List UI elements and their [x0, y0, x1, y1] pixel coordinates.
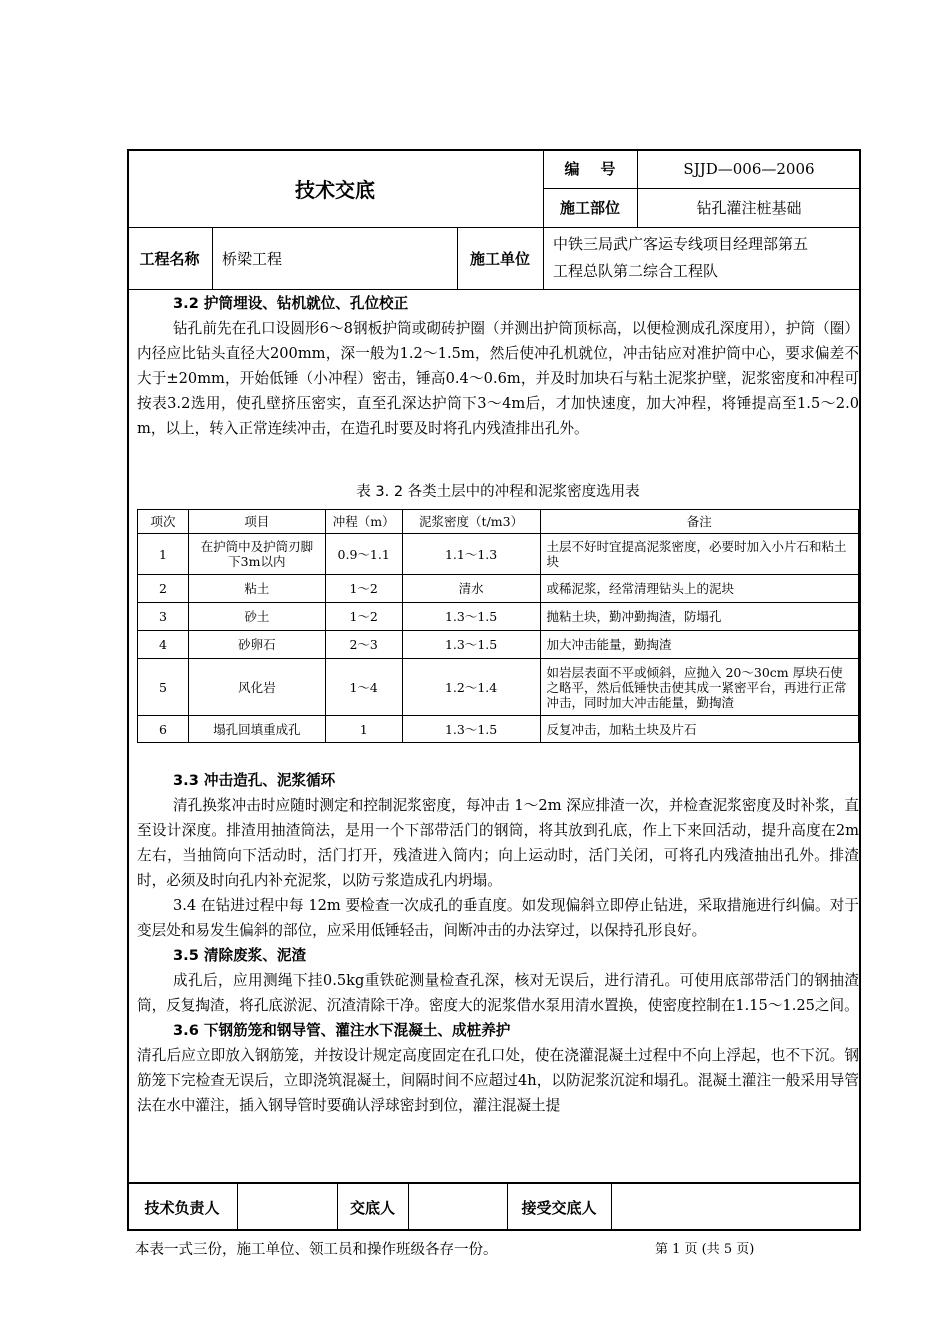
table-cell: 6 — [138, 716, 189, 743]
site-value: 钻孔灌注桩基础 — [696, 199, 802, 217]
table-cell: 1～4 — [325, 659, 402, 716]
table-cell: 在护筒中及护筒刃脚下3m以内 — [188, 534, 325, 575]
table-row — [138, 575, 859, 603]
header-vline-3 — [212, 227, 213, 289]
table-cell: 1.3～1.5 — [402, 603, 540, 631]
table-row — [138, 603, 859, 631]
table-cell: 或稀泥浆，经常清理钻头上的泥块 — [540, 575, 859, 603]
table-cell: 1.3～1.5 — [402, 716, 540, 743]
section-3-3-body: 清孔换浆冲击时应随时测定和控制泥浆密度，每冲击 1～2m 深应排渣一次，并检查泥浆密度及时补浆，直至设计深度。排渣用抽渣筒法，是用一个下部带活门的钢筒，将其放到孔底，作上下来回活动，提升高度在2m左右，当抽筒向下活动时，活门打开，残渣进入筒内；向上运动时，活门关闭，可将孔内残渣抽出孔外。排渣时，必须及时向孔内补充泥浆，以防亏浆造成孔内坍塌。 — [137, 797, 859, 889]
table-row — [138, 534, 859, 575]
section-3-2-body: 钻孔前先在孔口设圆形6～8钢板护筒或砌砖护圈（并测出护筒顶标高，以便检测成孔深度用），护筒（圈）内径应比钻头直径大200mm，深一般为1.2～1.5m，然后使冲孔机就位，冲击钻应对准护筒中心，要求偏差不大于±20mm，开始低锤（小冲程）密击，锤高0.4～0.6m，并及时加块石与粘土泥浆护壁，泥浆密度和冲程可按表3.2选用，使孔壁挤压密实，直至孔深达护筒下3～4m后，才加快速度，加大冲程，将锤提高至1.5～2.0 m，以上，转入正常连续冲击，在造孔时要及时将孔内残渣排出孔外。 — [137, 320, 859, 437]
table-cell: 1 — [325, 716, 402, 743]
project-value: 桥梁工程 — [222, 249, 283, 268]
section-3-5-body: 成孔后，应用测绳下挂0.5kg重铁砣测量检查孔深，核对无误后，进行清孔。可使用底部带活门的钢抽渣筒，反复掏渣，将孔底淤泥、沉渣清除干净。密度大的泥浆借水泵用清水置换，使密度控制在1.15～1.25之间。 — [137, 972, 859, 1014]
table-cell: 加大冲击能量，勤掏渣 — [540, 631, 859, 659]
table-cell: 2 — [138, 575, 189, 603]
table-cell: 如岩层表面不平或倾斜，应抛入 20～30cm 厚块石使之略平，然后低锤快击使其成一紧密平台，再进行正常冲击，同时加大冲击能量，勤掏渣 — [540, 659, 859, 716]
number-label: 编 号 — [564, 160, 616, 178]
table-cell: 3 — [138, 603, 189, 631]
table-cell: 4 — [138, 631, 189, 659]
unit-value-line2: 工程总队第二综合工程队 — [553, 262, 719, 280]
number-value: SJJD—006—2006 — [683, 159, 815, 178]
table-cell: 抛粘土块，勤冲勤掏渣，防塌孔 — [540, 603, 859, 631]
section-3-6-body: 清孔后应立即放入钢筋笼，并按设计规定高度固定在孔口处，使在浇灌混凝土过程中不向上浮起，也不下沉。钢筋笼下完检查无误后，立即浇筑混凝土，间隔时间不应超过4h，以防泥浆沉淀和塌孔。混凝土灌注一般采用导管法在水中灌注，插入钢导管时要确认浮球密封到位，灌注混凝土提 — [137, 1047, 859, 1114]
tech-lead-signature-field[interactable] — [238, 1183, 337, 1231]
header-divider-3 — [127, 289, 861, 290]
table-cell: 砂土 — [188, 603, 325, 631]
page-title: 技术交底 — [295, 177, 375, 202]
table-cell: 2～3 — [325, 631, 402, 659]
table-cell: 塌孔回填重成孔 — [188, 716, 325, 743]
section-3-6-title: 3.6 下钢筋笼和钢导管、灌注水下混凝土、成桩养护 — [173, 1022, 511, 1039]
table-cell: 粘土 — [188, 575, 325, 603]
receiver-label: 接受交底人 — [521, 1198, 597, 1217]
tech-lead-label: 技术负责人 — [144, 1198, 220, 1217]
table-cell: 风化岩 — [188, 659, 325, 716]
page-number: 第 1 页 (共 5 页) — [655, 1242, 755, 1257]
table-cell: 1～2 — [325, 603, 402, 631]
table-cell: 5 — [138, 659, 189, 716]
discloser-label: 交底人 — [349, 1198, 395, 1217]
discloser-signature-field[interactable] — [409, 1183, 507, 1231]
table-header-row — [138, 510, 859, 534]
table-header: 冲程（m） — [325, 510, 402, 534]
unit-value — [553, 229, 859, 287]
table-cell: 1.1～1.3 — [402, 534, 540, 575]
table-cell: 反复冲击，加粘土块及片石 — [540, 716, 859, 743]
table-caption: 表 3. 2 各类土层中的冲程和泥浆密度选用表 — [356, 484, 640, 500]
table-cell: 砂卵石 — [188, 631, 325, 659]
table-row — [138, 716, 859, 743]
receiver-signature-field[interactable] — [612, 1183, 860, 1231]
table-row — [138, 631, 859, 659]
table-header: 备注 — [540, 510, 859, 534]
table-cell: 1～2 — [325, 575, 402, 603]
soil-table — [137, 509, 859, 743]
table-cell: 1.2～1.4 — [402, 659, 540, 716]
table-header: 泥浆密度（t/m3） — [402, 510, 540, 534]
section-3-3-title: 3.3 冲击造孔、泥浆循环 — [173, 772, 336, 789]
project-label: 工程名称 — [139, 249, 200, 268]
section-3-2 — [137, 291, 859, 441]
table-header: 项目 — [188, 510, 325, 534]
unit-value-line1: 中铁三局武广客运专线项目经理部第五 — [553, 235, 809, 253]
table-cell: 清水 — [402, 575, 540, 603]
section-3-3-to-3-6 — [137, 768, 859, 1118]
table-cell: 土层不好时宜提高泥浆密度，必要时加入小片石和粘土块 — [540, 534, 859, 575]
site-label: 施工部位 — [559, 199, 620, 217]
section-3-4-body: 3.4 在钻进过程中每 12m 要检查一次成孔的垂直度。如发现偏斜立即停止钻进，采取措施进行纠偏。对于变层处和易发生偏斜的部位，应采用低锤轻击，间断冲击的办法穿过，以保持孔形良好。 — [137, 897, 859, 939]
table-row — [138, 659, 859, 716]
table-header: 项次 — [138, 510, 189, 534]
section-3-2-title: 3.2 护筒埋设、钻机就位、孔位校正 — [173, 295, 409, 312]
section-3-5-title: 3.5 清除废浆、泥渣 — [173, 947, 307, 964]
table-cell: 1 — [138, 534, 189, 575]
table-cell: 0.9～1.1 — [325, 534, 402, 575]
table-cell: 1.3～1.5 — [402, 631, 540, 659]
unit-label: 施工单位 — [469, 249, 530, 268]
copies-note: 本表一式三份，施工单位、领工员和操作班级各存一份。 — [135, 1242, 498, 1258]
